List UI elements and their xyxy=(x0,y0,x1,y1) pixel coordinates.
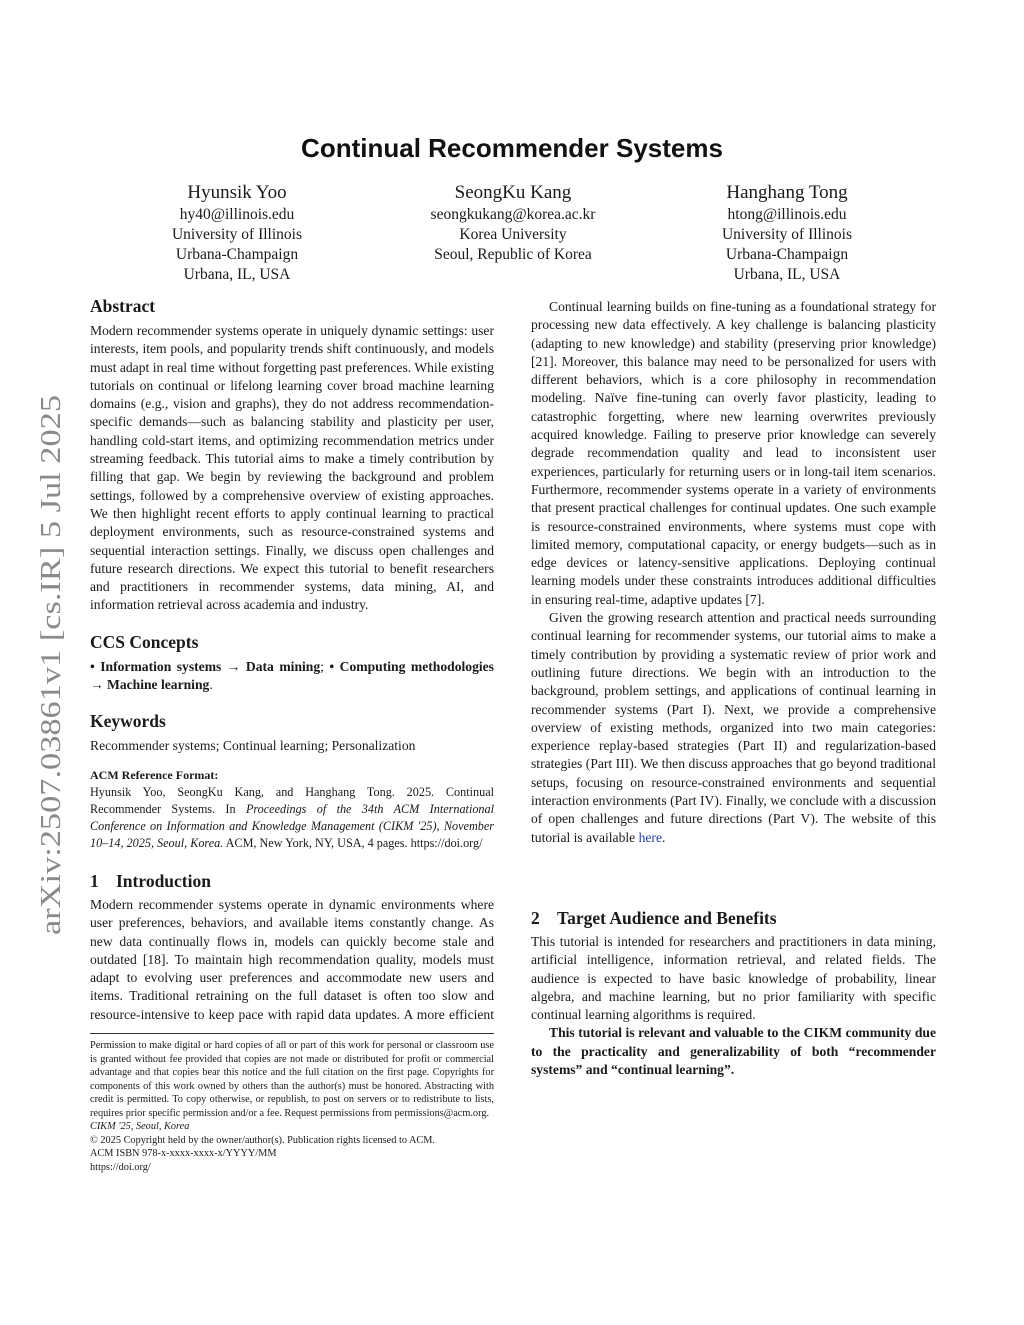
keywords-text: Recommender systems; Continual learning; Personalization xyxy=(90,738,416,754)
introduction-heading xyxy=(90,870,494,892)
copyright-footnote xyxy=(90,1033,494,1174)
doi: https://doi.org/ xyxy=(90,1161,151,1173)
author-name: Hyunsik Yoo xyxy=(187,182,287,203)
paper-title: Continual Recommender Systems xyxy=(301,133,723,163)
author-email: seongkukang@korea.ac.kr xyxy=(430,206,596,223)
introduction-paragraph-1: Modern recommender systems operate in dynamic environments where user preferences, behaviors, and available items constantly change. As new data continually flows in, models can quickly become stale and outdated [18]. To maintain high recommendation quality, models must adapt to evolving user preferences and accommodate new users and items. Traditional retraining on the full dataset is often too slow and resource-intensive to keep pace with rapid data updates. A more efficient xyxy=(90,896,494,1022)
audience-paragraph-2: This tutorial is relevant and valuable to the CIKM community due to the practicality and generalizability of both “recommender systems” and “continual learning”. xyxy=(531,1025,936,1077)
section-number: 1 xyxy=(90,870,99,891)
author-name: SeongKu Kang xyxy=(454,182,572,203)
acm-reference-authors: Hyunsik Yoo, SeongKu Kang, and Hanghang Tong. 2025. Continual Recommender Systems. In xyxy=(90,784,494,816)
audience-paragraph-1: This tutorial is intended for researchers and practitioners in data mining, artificial intelligence, information retrieval, and related fields. The audience is expected to have basic knowledge of probability, linear algebra, and machine learning, but no prior familiarity with specific continual learning algorithms is required. xyxy=(531,933,936,1023)
author-affiliation: Korea University xyxy=(459,226,567,243)
acm-reference-publisher: ACM, New York, NY, USA, 4 pages. https://doi.org/ xyxy=(223,835,483,850)
arxiv-identifier-stamp xyxy=(30,395,70,940)
arxiv-identifier: arXiv:2507.03861v1 [cs.IR] 5 Jul 2025 xyxy=(35,479,67,935)
acm-reference-text xyxy=(90,784,494,852)
acm-reference-heading: ACM Reference Format: xyxy=(90,767,219,782)
copyright-notice: © 2025 Copyright held by the owner/author(s). Publication rights licensed to ACM. xyxy=(90,1134,436,1146)
ccs-concepts xyxy=(90,658,494,695)
author-location: Urbana, IL, USA xyxy=(733,266,841,283)
author-location: Urbana, IL, USA xyxy=(183,266,291,283)
author-affiliation: University of Illinois xyxy=(721,226,853,243)
ccs-separator: ; xyxy=(320,658,330,674)
author-location: Seoul, Republic of Korea xyxy=(434,246,592,263)
section-number: 2 xyxy=(531,907,540,928)
right-column xyxy=(531,298,936,1079)
conference-name: CIKM '25, Seoul, Korea xyxy=(90,1121,190,1132)
target-audience-heading xyxy=(531,907,936,929)
author-1 xyxy=(97,181,377,285)
author-2 xyxy=(373,181,653,265)
author-affiliation-campus: Urbana-Champaign xyxy=(175,246,299,263)
section-title: Target Audience and Benefits xyxy=(557,907,777,928)
author-email: hy40@illinois.edu xyxy=(179,206,295,223)
author-email: htong@illinois.edu xyxy=(727,206,847,223)
left-column xyxy=(90,295,494,1024)
abstract-text: Modern recommender systems operate in uniquely dynamic settings: user interests, item pools, and popularity trends shift continuously, and models must adapt in real time without forgetting past preferences. While existing tutorials on continual or lifelong learning cover broad machine learning domains (e.g., vision and graphs), they do not address recommendation-specific demands—such as balancing stability and plasticity per user, handling cold-start items, and optimizing recommendation metrics under streaming feedback. This tutorial aims to make a timely contribution by filling that gap. We begin by reviewing the background and problem settings, followed by a comprehensive overview of existing approaches. We then highlight recent efforts to apply continual learning to practical deployment environments, such as resource-constrained systems and sequential interaction settings. Finally, we discuss open challenges and future research directions. We expect this tutorial to benefit researchers and practitioners in recommender systems, data mining, AI, and information retrieval across academia and industry. xyxy=(90,323,494,613)
author-affiliation: University of Illinois xyxy=(171,226,303,243)
author-3 xyxy=(647,181,927,285)
introduction-paragraph-2: Continual learning builds on fine-tuning as a foundational strategy for processing new data effectively. A key challenge is balancing plasticity (adapting to new knowledge) and stability (preserving prior knowledge) [21]. Moreover, this balance may need to be personalized for users with different behaviors, which is a core philosophy in recommendation modeling. Naïve fine-tuning can overly favor plasticity, leading to catastrophic forgetting, where new learning overwrites previously acquired knowledge. Failing to preserve prior knowledge can severely degrade recommendation quality and lead to inconsistent user experiences, particularly for returning users or in long-tail item scenarios. Furthermore, recommender systems operate in a variety of environments that present practical challenges for continual updates. One such example is resource-constrained environments, where systems must cope with limited memory, computational capacity, or energy budgets—such as in edge devices or latency-sensitive applications. Deploying continual learning models under these constraints introduces additional difficulties in ensuring real-time, adaptive updates [7]. xyxy=(531,299,936,607)
ccs-concept-1: • Information systems → Data mining xyxy=(90,658,321,674)
isbn: ACM ISBN 978-x-xxxx-xxxx-x/YYYY/MM xyxy=(90,1148,277,1159)
author-name: Hanghang Tong xyxy=(726,182,848,203)
keywords-heading: Keywords xyxy=(90,711,166,732)
permission-notice: Permission to make digital or hard copies of all or part of this work for personal or classroom use is granted without fee provided that copies are not made or distributed for profit or commercial advantage and that copies bear this notice and the full citation on the first page. Copyrights for components of this work owned by others than the author(s) must be honored. Abstracting with credit is permitted. To copy otherwise, or republish, to post on servers or to redistribute to lists, requires prior specific permission and/or a fee. Request permissions from permissions@acm.org. xyxy=(90,1040,494,1119)
ccs-heading: CCS Concepts xyxy=(90,631,199,652)
introduction-paragraph-3-end: . xyxy=(662,829,666,845)
author-affiliation-campus: Urbana-Champaign xyxy=(725,246,849,263)
tutorial-website-link[interactable]: here xyxy=(638,829,662,845)
ccs-end: . xyxy=(209,677,213,693)
abstract-heading: Abstract xyxy=(90,296,156,316)
section-title: Introduction xyxy=(116,870,211,891)
introduction-paragraph-3-text: Given the growing research attention and practical needs surrounding continual learning for recommender systems, our tutorial aims to make a timely contribution by providing a systematic review of prior work and outlining future directions. We begin with an introduction to the background, problem settings, and applications of continual learning in recommender systems (Part I). Next, we provide a comprehensive overview of existing methods, organized into two main categories: experience replay-based strategies (Part II) and regularization-based strategies (Part III). We then discuss approaches that go beyond traditional setups, focusing on resource-constrained environments and sequential interaction environments (Part IV). Finally, we conclude with a discussion of open challenges and future directions (Part V). The website of this tutorial is available xyxy=(531,610,936,845)
introduction-paragraph-3 xyxy=(531,609,936,847)
ccs-concept-2: • Computing methodologies → Machine learning xyxy=(90,658,494,693)
acm-reference-venue: Proceedings of the 34th ACM International Conference on Information and Knowledge Management (CIKM '25), November 10–14, 2025, Seoul, Korea. xyxy=(90,801,494,850)
